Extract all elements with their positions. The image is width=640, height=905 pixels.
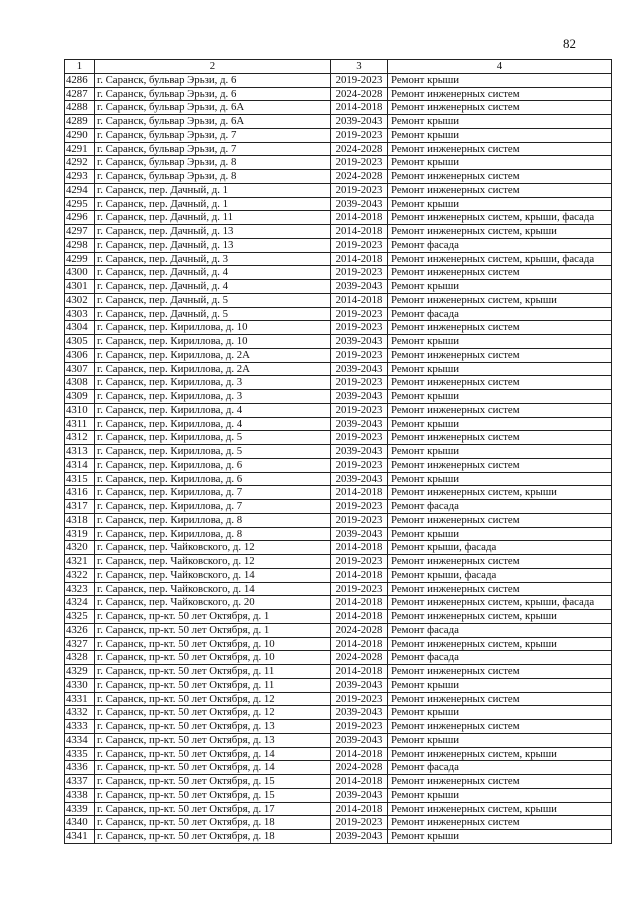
period-cell: 2024-2028: [331, 623, 388, 637]
period-cell: 2019-2023: [331, 266, 388, 280]
work-type-cell: Ремонт инженерных систем: [388, 183, 612, 197]
row-number-cell: 4322: [65, 568, 95, 582]
work-type-cell: Ремонт инженерных систем: [388, 376, 612, 390]
period-cell: 2019-2023: [331, 403, 388, 417]
period-cell: 2039-2043: [331, 115, 388, 129]
period-cell: 2024-2028: [331, 170, 388, 184]
period-cell: 2014-2018: [331, 541, 388, 555]
work-type-cell: Ремонт крыши: [388, 390, 612, 404]
row-number-cell: 4306: [65, 348, 95, 362]
period-cell: 2039-2043: [331, 472, 388, 486]
period-cell: 2039-2043: [331, 733, 388, 747]
work-type-cell: Ремонт фасада: [388, 500, 612, 514]
work-type-cell: Ремонт инженерных систем: [388, 720, 612, 734]
row-number-cell: 4316: [65, 486, 95, 500]
work-type-cell: Ремонт инженерных систем: [388, 403, 612, 417]
table-row: [65, 582, 612, 596]
address-cell: г. Саранск, бульвар Эрьзи, д. 6А: [95, 115, 331, 129]
table-row: [65, 321, 612, 335]
address-cell: г. Саранск, пер. Кириллова, д. 7: [95, 500, 331, 514]
address-cell: г. Саранск, пер. Чайковского, д. 14: [95, 568, 331, 582]
period-cell: 2039-2043: [331, 445, 388, 459]
address-cell: г. Саранск, пер. Чайковского, д. 12: [95, 555, 331, 569]
period-cell: 2024-2028: [331, 87, 388, 101]
table-row: [65, 293, 612, 307]
work-type-cell: Ремонт крыши: [388, 788, 612, 802]
work-type-cell: Ремонт крыши: [388, 362, 612, 376]
address-cell: г. Саранск, бульвар Эрьзи, д. 7: [95, 128, 331, 142]
period-cell: 2019-2023: [331, 555, 388, 569]
row-number-cell: 4319: [65, 527, 95, 541]
table-row: [65, 252, 612, 266]
period-cell: 2039-2043: [331, 362, 388, 376]
row-number-cell: 4307: [65, 362, 95, 376]
work-type-cell: Ремонт инженерных систем: [388, 513, 612, 527]
work-type-cell: Ремонт инженерных систем: [388, 321, 612, 335]
row-number-cell: 4289: [65, 115, 95, 129]
table-row: [65, 458, 612, 472]
table-row: [65, 280, 612, 294]
row-number-cell: 4291: [65, 142, 95, 156]
table-row: [65, 183, 612, 197]
period-cell: 2014-2018: [331, 252, 388, 266]
period-cell: 2019-2023: [331, 321, 388, 335]
address-cell: г. Саранск, пер. Дачный, д. 5: [95, 307, 331, 321]
period-cell: 2039-2043: [331, 335, 388, 349]
row-number-cell: 4333: [65, 720, 95, 734]
period-cell: 2019-2023: [331, 183, 388, 197]
address-cell: г. Саранск, пер. Кириллова, д. 4: [95, 403, 331, 417]
period-cell: 2019-2023: [331, 128, 388, 142]
row-number-cell: 4323: [65, 582, 95, 596]
work-type-cell: Ремонт инженерных систем: [388, 266, 612, 280]
address-cell: г. Саранск, пер. Кириллова, д. 10: [95, 321, 331, 335]
table-row: [65, 610, 612, 624]
row-number-cell: 4338: [65, 788, 95, 802]
table-row: [65, 417, 612, 431]
period-cell: 2014-2018: [331, 568, 388, 582]
table-row: [65, 403, 612, 417]
row-number-cell: 4318: [65, 513, 95, 527]
row-number-cell: 4341: [65, 830, 95, 844]
address-cell: г. Саранск, пер. Дачный, д. 1: [95, 197, 331, 211]
address-cell: г. Саранск, бульвар Эрьзи, д. 6: [95, 73, 331, 87]
row-number-cell: 4317: [65, 500, 95, 514]
row-number-cell: 4308: [65, 376, 95, 390]
repair-schedule-table: [64, 59, 612, 844]
table-row: [65, 761, 612, 775]
address-cell: г. Саранск, пр-кт. 50 лет Октября, д. 10: [95, 651, 331, 665]
work-type-cell: Ремонт инженерных систем: [388, 458, 612, 472]
table-row: [65, 706, 612, 720]
table-row: [65, 775, 612, 789]
period-cell: 2019-2023: [331, 376, 388, 390]
table-row: [65, 500, 612, 514]
table-row: [65, 445, 612, 459]
address-cell: г. Саранск, пр-кт. 50 лет Октября, д. 12: [95, 706, 331, 720]
row-number-cell: 4302: [65, 293, 95, 307]
period-cell: 2019-2023: [331, 816, 388, 830]
period-cell: 2039-2043: [331, 527, 388, 541]
period-cell: 2014-2018: [331, 665, 388, 679]
address-cell: г. Саранск, пер. Кириллова, д. 5: [95, 445, 331, 459]
period-cell: 2039-2043: [331, 678, 388, 692]
period-cell: 2019-2023: [331, 582, 388, 596]
period-cell: 2019-2023: [331, 458, 388, 472]
address-cell: г. Саранск, пер. Кириллова, д. 8: [95, 513, 331, 527]
address-cell: г. Саранск, пр-кт. 50 лет Октября, д. 11: [95, 678, 331, 692]
table-row: [65, 225, 612, 239]
row-number-cell: 4335: [65, 747, 95, 761]
row-number-cell: 4296: [65, 211, 95, 225]
address-cell: г. Саранск, пер. Дачный, д. 13: [95, 238, 331, 252]
work-type-cell: Ремонт инженерных систем: [388, 775, 612, 789]
period-cell: 2014-2018: [331, 293, 388, 307]
table-row: [65, 115, 612, 129]
address-cell: г. Саранск, пр-кт. 50 лет Октября, д. 1: [95, 623, 331, 637]
table-row: [65, 568, 612, 582]
address-cell: г. Саранск, пер. Кириллова, д. 6: [95, 458, 331, 472]
period-cell: 2014-2018: [331, 486, 388, 500]
row-number-cell: 4310: [65, 403, 95, 417]
table-row: [65, 513, 612, 527]
work-type-cell: Ремонт крыши: [388, 733, 612, 747]
table-row: [65, 747, 612, 761]
table-row: [65, 142, 612, 156]
address-cell: г. Саранск, пер. Кириллова, д. 4: [95, 417, 331, 431]
table-row: [65, 541, 612, 555]
row-number-cell: 4331: [65, 692, 95, 706]
work-type-cell: Ремонт инженерных систем, крыши: [388, 637, 612, 651]
row-number-cell: 4336: [65, 761, 95, 775]
address-cell: г. Саранск, пер. Кириллова, д. 3: [95, 376, 331, 390]
address-cell: г. Саранск, пр-кт. 50 лет Октября, д. 15: [95, 775, 331, 789]
row-number-cell: 4287: [65, 87, 95, 101]
table-row: [65, 816, 612, 830]
row-number-cell: 4325: [65, 610, 95, 624]
row-number-cell: 4300: [65, 266, 95, 280]
work-type-cell: Ремонт инженерных систем: [388, 665, 612, 679]
table-header-row: [65, 60, 612, 74]
address-cell: г. Саранск, пер. Чайковского, д. 20: [95, 596, 331, 610]
row-number-cell: 4294: [65, 183, 95, 197]
address-cell: г. Саранск, пер. Кириллова, д. 10: [95, 335, 331, 349]
address-cell: г. Саранск, пер. Дачный, д. 3: [95, 252, 331, 266]
row-number-cell: 4303: [65, 307, 95, 321]
table-row: [65, 830, 612, 844]
row-number-cell: 4293: [65, 170, 95, 184]
row-number-cell: 4292: [65, 156, 95, 170]
work-type-cell: Ремонт крыши: [388, 73, 612, 87]
table-row: [65, 73, 612, 87]
work-type-cell: Ремонт крыши: [388, 472, 612, 486]
address-cell: г. Саранск, бульвар Эрьзи, д. 6А: [95, 101, 331, 115]
row-number-cell: 4321: [65, 555, 95, 569]
row-number-cell: 4298: [65, 238, 95, 252]
table-row: [65, 665, 612, 679]
period-cell: 2039-2043: [331, 197, 388, 211]
work-type-cell: Ремонт инженерных систем: [388, 582, 612, 596]
row-number-cell: 4288: [65, 101, 95, 115]
row-number-cell: 4320: [65, 541, 95, 555]
table-row: [65, 266, 612, 280]
address-cell: г. Саранск, пр-кт. 50 лет Октября, д. 18: [95, 816, 331, 830]
address-cell: г. Саранск, бульвар Эрьзи, д. 7: [95, 142, 331, 156]
row-number-cell: 4309: [65, 390, 95, 404]
address-cell: г. Саранск, бульвар Эрьзи, д. 8: [95, 170, 331, 184]
address-cell: г. Саранск, пер. Дачный, д. 11: [95, 211, 331, 225]
period-cell: 2024-2028: [331, 651, 388, 665]
row-number-cell: 4301: [65, 280, 95, 294]
period-cell: 2019-2023: [331, 720, 388, 734]
work-type-cell: Ремонт фасада: [388, 307, 612, 321]
table-row: [65, 720, 612, 734]
address-cell: г. Саранск, пер. Дачный, д. 5: [95, 293, 331, 307]
address-cell: г. Саранск, пр-кт. 50 лет Октября, д. 14: [95, 747, 331, 761]
address-cell: г. Саранск, пер. Кириллова, д. 2А: [95, 348, 331, 362]
period-cell: 2019-2023: [331, 238, 388, 252]
work-type-cell: Ремонт крыши: [388, 527, 612, 541]
address-cell: г. Саранск, пр-кт. 50 лет Октября, д. 14: [95, 761, 331, 775]
work-type-cell: Ремонт крыши: [388, 156, 612, 170]
work-type-cell: Ремонт крыши: [388, 706, 612, 720]
row-number-cell: 4334: [65, 733, 95, 747]
work-type-cell: Ремонт крыши: [388, 280, 612, 294]
row-number-cell: 4313: [65, 445, 95, 459]
address-cell: г. Саранск, бульвар Эрьзи, д. 8: [95, 156, 331, 170]
address-cell: г. Саранск, пер. Кириллова, д. 7: [95, 486, 331, 500]
table-row: [65, 156, 612, 170]
period-cell: 2019-2023: [331, 156, 388, 170]
row-number-cell: 4339: [65, 802, 95, 816]
table-row: [65, 733, 612, 747]
row-number-cell: 4295: [65, 197, 95, 211]
work-type-cell: Ремонт инженерных систем: [388, 555, 612, 569]
table-row: [65, 211, 612, 225]
work-type-cell: Ремонт крыши: [388, 128, 612, 142]
period-cell: 2014-2018: [331, 101, 388, 115]
table-row: [65, 678, 612, 692]
table-row: [65, 348, 612, 362]
work-type-cell: Ремонт инженерных систем, крыши: [388, 486, 612, 500]
period-cell: 2014-2018: [331, 775, 388, 789]
table-body: [65, 73, 612, 843]
period-cell: 2024-2028: [331, 142, 388, 156]
period-cell: 2014-2018: [331, 747, 388, 761]
row-number-cell: 4326: [65, 623, 95, 637]
column-header-1: 1: [65, 60, 95, 74]
column-header-3: 3: [331, 60, 388, 74]
work-type-cell: Ремонт крыши: [388, 417, 612, 431]
period-cell: 2039-2043: [331, 706, 388, 720]
address-cell: г. Саранск, пер. Дачный, д. 4: [95, 280, 331, 294]
work-type-cell: Ремонт крыши, фасада: [388, 568, 612, 582]
address-cell: г. Саранск, пер. Кириллова, д. 6: [95, 472, 331, 486]
period-cell: 2039-2043: [331, 280, 388, 294]
period-cell: 2039-2043: [331, 830, 388, 844]
table-row: [65, 637, 612, 651]
period-cell: 2014-2018: [331, 211, 388, 225]
period-cell: 2039-2043: [331, 788, 388, 802]
table-row: [65, 651, 612, 665]
table-row: [65, 362, 612, 376]
period-cell: 2019-2023: [331, 513, 388, 527]
work-type-cell: Ремонт фасада: [388, 238, 612, 252]
period-cell: 2014-2018: [331, 802, 388, 816]
address-cell: г. Саранск, пр-кт. 50 лет Октября, д. 10: [95, 637, 331, 651]
table-row: [65, 87, 612, 101]
period-cell: 2019-2023: [331, 73, 388, 87]
row-number-cell: 4286: [65, 73, 95, 87]
address-cell: г. Саранск, пр-кт. 50 лет Октября, д. 18: [95, 830, 331, 844]
work-type-cell: Ремонт крыши: [388, 197, 612, 211]
work-type-cell: Ремонт крыши: [388, 335, 612, 349]
row-number-cell: 4340: [65, 816, 95, 830]
work-type-cell: Ремонт инженерных систем, крыши: [388, 802, 612, 816]
address-cell: г. Саранск, пр-кт. 50 лет Октября, д. 15: [95, 788, 331, 802]
work-type-cell: Ремонт инженерных систем: [388, 170, 612, 184]
period-cell: 2019-2023: [331, 431, 388, 445]
work-type-cell: Ремонт фасада: [388, 761, 612, 775]
address-cell: г. Саранск, пер. Дачный, д. 4: [95, 266, 331, 280]
work-type-cell: Ремонт фасада: [388, 623, 612, 637]
row-number-cell: 4327: [65, 637, 95, 651]
row-number-cell: 4329: [65, 665, 95, 679]
address-cell: г. Саранск, пер. Кириллова, д. 2А: [95, 362, 331, 376]
address-cell: г. Саранск, пер. Дачный, д. 1: [95, 183, 331, 197]
table-row: [65, 128, 612, 142]
work-type-cell: Ремонт инженерных систем: [388, 431, 612, 445]
period-cell: 2039-2043: [331, 390, 388, 404]
address-cell: г. Саранск, пр-кт. 50 лет Октября, д. 13: [95, 720, 331, 734]
work-type-cell: Ремонт инженерных систем, крыши: [388, 610, 612, 624]
row-number-cell: 4297: [65, 225, 95, 239]
row-number-cell: 4304: [65, 321, 95, 335]
work-type-cell: Ремонт крыши: [388, 445, 612, 459]
table-row: [65, 486, 612, 500]
address-cell: г. Саранск, бульвар Эрьзи, д. 6: [95, 87, 331, 101]
table-row: [65, 307, 612, 321]
table-row: [65, 390, 612, 404]
row-number-cell: 4290: [65, 128, 95, 142]
column-header-2: 2: [95, 60, 331, 74]
address-cell: г. Саранск, пр-кт. 50 лет Октября, д. 1: [95, 610, 331, 624]
period-cell: 2014-2018: [331, 596, 388, 610]
work-type-cell: Ремонт инженерных систем, крыши: [388, 293, 612, 307]
row-number-cell: 4305: [65, 335, 95, 349]
table-row: [65, 802, 612, 816]
row-number-cell: 4312: [65, 431, 95, 445]
row-number-cell: 4314: [65, 458, 95, 472]
work-type-cell: Ремонт инженерных систем, крыши: [388, 747, 612, 761]
work-type-cell: Ремонт инженерных систем, крыши, фасада: [388, 211, 612, 225]
work-type-cell: Ремонт крыши: [388, 830, 612, 844]
address-cell: г. Саранск, пер. Кириллова, д. 5: [95, 431, 331, 445]
period-cell: 2039-2043: [331, 417, 388, 431]
work-type-cell: Ремонт инженерных систем: [388, 816, 612, 830]
work-type-cell: Ремонт крыши: [388, 115, 612, 129]
address-cell: г. Саранск, пр-кт. 50 лет Октября, д. 13: [95, 733, 331, 747]
row-number-cell: 4328: [65, 651, 95, 665]
address-cell: г. Саранск, пер. Кириллова, д. 8: [95, 527, 331, 541]
work-type-cell: Ремонт крыши: [388, 678, 612, 692]
work-type-cell: Ремонт инженерных систем, крыши, фасада: [388, 252, 612, 266]
work-type-cell: Ремонт инженерных систем: [388, 142, 612, 156]
row-number-cell: 4332: [65, 706, 95, 720]
work-type-cell: Ремонт инженерных систем: [388, 692, 612, 706]
address-cell: г. Саранск, пер. Чайковского, д. 14: [95, 582, 331, 596]
page-number: 82: [563, 36, 576, 51]
row-number-cell: 4330: [65, 678, 95, 692]
work-type-cell: Ремонт крыши, фасада: [388, 541, 612, 555]
table-row: [65, 376, 612, 390]
table-row: [65, 788, 612, 802]
period-cell: 2019-2023: [331, 307, 388, 321]
row-number-cell: 4337: [65, 775, 95, 789]
work-type-cell: Ремонт инженерных систем: [388, 87, 612, 101]
work-type-cell: Ремонт фасада: [388, 651, 612, 665]
row-number-cell: 4299: [65, 252, 95, 266]
row-number-cell: 4315: [65, 472, 95, 486]
period-cell: 2024-2028: [331, 761, 388, 775]
table-row: [65, 527, 612, 541]
period-cell: 2014-2018: [331, 610, 388, 624]
column-header-4: 4: [388, 60, 612, 74]
period-cell: 2019-2023: [331, 348, 388, 362]
table-row: [65, 101, 612, 115]
period-cell: 2014-2018: [331, 225, 388, 239]
table-row: [65, 431, 612, 445]
table-row: [65, 596, 612, 610]
address-cell: г. Саранск, пр-кт. 50 лет Октября, д. 17: [95, 802, 331, 816]
table-row: [65, 238, 612, 252]
row-number-cell: 4324: [65, 596, 95, 610]
row-number-cell: 4311: [65, 417, 95, 431]
address-cell: г. Саранск, пр-кт. 50 лет Октября, д. 11: [95, 665, 331, 679]
address-cell: г. Саранск, пер. Кириллова, д. 3: [95, 390, 331, 404]
table-row: [65, 335, 612, 349]
work-type-cell: Ремонт инженерных систем, крыши: [388, 225, 612, 239]
table-row: [65, 692, 612, 706]
address-cell: г. Саранск, пер. Дачный, д. 13: [95, 225, 331, 239]
work-type-cell: Ремонт инженерных систем, крыши, фасада: [388, 596, 612, 610]
table-row: [65, 472, 612, 486]
table-row: [65, 170, 612, 184]
work-type-cell: Ремонт инженерных систем: [388, 101, 612, 115]
address-cell: г. Саранск, пр-кт. 50 лет Октября, д. 12: [95, 692, 331, 706]
period-cell: 2019-2023: [331, 500, 388, 514]
work-type-cell: Ремонт инженерных систем: [388, 348, 612, 362]
address-cell: г. Саранск, пер. Чайковского, д. 12: [95, 541, 331, 555]
period-cell: 2019-2023: [331, 692, 388, 706]
table-row: [65, 555, 612, 569]
period-cell: 2014-2018: [331, 637, 388, 651]
table-row: [65, 623, 612, 637]
table-row: [65, 197, 612, 211]
